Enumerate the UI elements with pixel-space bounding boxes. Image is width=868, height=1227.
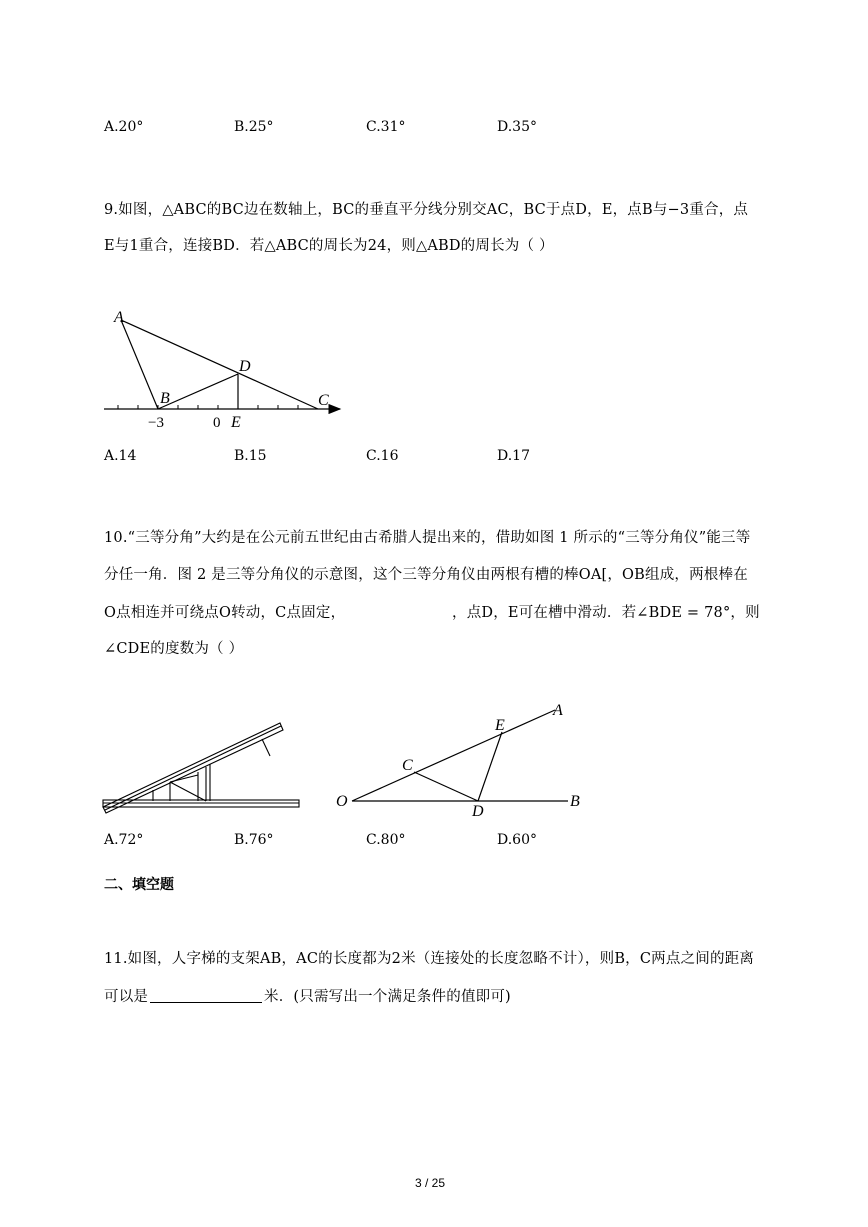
q10-option-d: D.60°: [497, 832, 537, 848]
q11-question-line2a: 可以是: [104, 989, 149, 1005]
label-b: B: [570, 793, 580, 810]
label-c: C: [318, 392, 329, 409]
q8-option-b: B.25°: [234, 119, 274, 135]
q10-figure1-trisector: [100, 715, 305, 815]
q10-question-line3b: ，点D，E可在槽中滑动．若∠BDE = 78°，则: [452, 605, 760, 621]
label-b: B: [160, 390, 170, 407]
label-o: O: [336, 793, 348, 810]
segment-bd: [158, 374, 238, 409]
q9-question-line2: E与1重合，连接BD．若△ABC的周长为24，则△ABD的周长为（ ）: [104, 238, 554, 254]
q9-question-line1: 9.如图，△ABC的BC边在数轴上，BC的垂直平分线分别交AC，BC于点D，E，点B与−3重合，点: [104, 202, 749, 218]
q11-answer-blank[interactable]: [150, 1002, 262, 1003]
label-minus3: −3: [148, 415, 164, 431]
segment-ac: [121, 320, 318, 409]
segment-ab: [121, 320, 158, 409]
page-number: 3 / 25: [415, 1176, 446, 1190]
segment-cd: [414, 772, 478, 801]
label-e: E: [231, 414, 241, 431]
q8-option-a: A.20°: [104, 119, 144, 135]
q9-figure: [100, 300, 350, 435]
q10-option-c: C.80°: [366, 832, 406, 848]
q10-question-line2: 分任一角．图 2 是三等分角仪的示意图，这个三等分角仪由两根有槽的棒OA[，OB组成，两根棒在: [104, 567, 748, 583]
q10-option-b: B.76°: [234, 832, 274, 848]
label-d: D: [472, 803, 484, 820]
q10-option-a: A.72°: [104, 832, 144, 848]
q10-question-line3a: O点相连并可绕点O转动，C点固定，: [104, 605, 346, 621]
label-e: E: [495, 717, 505, 734]
q11-question-line1: 11.如图，人字梯的支架AB，AC的长度都为2米（连接处的长度忽略不计），则B，C两点之间的距离: [104, 951, 755, 967]
q10-question-line4: ∠CDE的度数为（ ）: [104, 641, 244, 657]
q8-option-c: C.31°: [366, 119, 406, 135]
q8-option-d: D.35°: [497, 119, 537, 135]
section-heading-fill-in: 二、填空题: [104, 877, 174, 893]
q9-option-b: B.15: [234, 448, 267, 464]
q9-option-d: D.17: [497, 448, 530, 464]
label-a: A: [553, 702, 563, 719]
q11-question-line2b: 米．(只需写出一个满足条件的值即可): [264, 989, 511, 1005]
ray-oa: [352, 710, 555, 801]
q9-option-a: A.14: [104, 448, 137, 464]
q9-option-c: C.16: [366, 448, 399, 464]
label-a: A: [114, 309, 124, 326]
label-d: D: [239, 358, 251, 375]
q10-figure2-schematic: [330, 698, 590, 823]
q10-question-line1: 10.“三等分角”大约是在公元前五世纪由古希腊人提出来的，借助如图 1 所示的“三等分角仪”能三等: [104, 530, 751, 546]
label-zero: 0: [213, 415, 221, 431]
label-c: C: [402, 757, 413, 774]
